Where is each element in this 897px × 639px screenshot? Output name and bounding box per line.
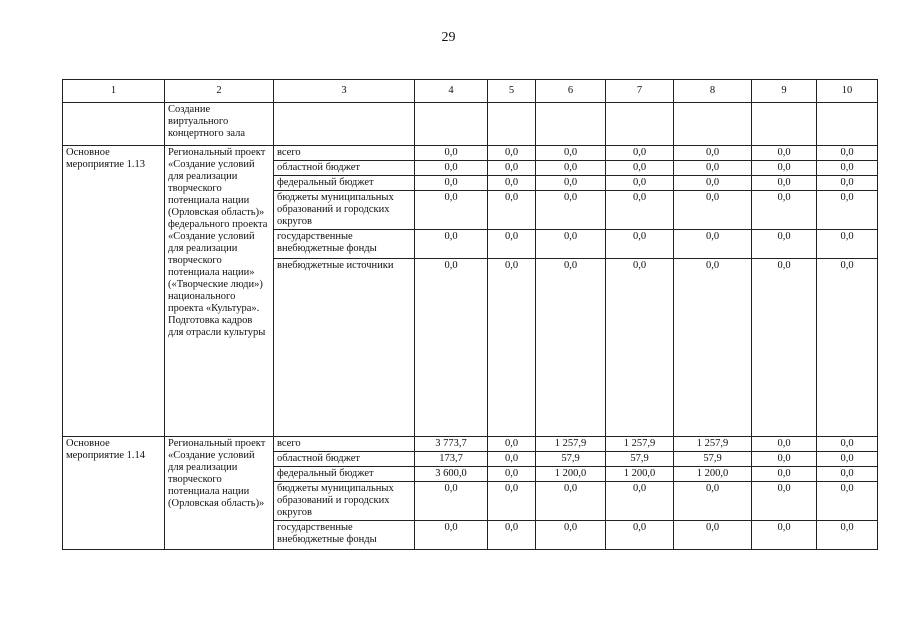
- value-cell: [536, 103, 606, 146]
- source-cell: областной бюджет: [274, 161, 415, 176]
- source-cell: федеральный бюджет: [274, 176, 415, 191]
- value-cell: 0,0: [752, 521, 817, 550]
- measure-name-cell: Региональный проект «Создание условий для реализации творческого потенциала нации (Орловская область)» федерального проекта «Создание условий для реализации творческого потенциала нации» («Творческие люди») национального проекта «Культура». Подготовка кадров для отрасли культуры: [165, 146, 274, 437]
- value-cell: 0,0: [415, 191, 488, 230]
- value-cell: 1 200,0: [606, 467, 674, 482]
- value-cell: 0,0: [817, 146, 878, 161]
- value-cell: 0,0: [817, 452, 878, 467]
- value-cell: 0,0: [488, 191, 536, 230]
- event-cell: Основное мероприятие 1.14: [63, 437, 165, 550]
- value-cell: 0,0: [415, 161, 488, 176]
- value-cell: 0,0: [488, 230, 536, 259]
- value-cell: 0,0: [817, 230, 878, 259]
- value-cell: 0,0: [606, 176, 674, 191]
- header-cell: 4: [415, 80, 488, 103]
- header-cell: 8: [674, 80, 752, 103]
- source-cell: бюджеты муниципальных образований и городских округов: [274, 191, 415, 230]
- header-cell: 6: [536, 80, 606, 103]
- header-cell: 2: [165, 80, 274, 103]
- source-cell: всего: [274, 146, 415, 161]
- value-cell: [606, 103, 674, 146]
- value-cell: 0,0: [674, 230, 752, 259]
- value-cell: 173,7: [415, 452, 488, 467]
- value-cell: 0,0: [488, 161, 536, 176]
- table-row: [63, 103, 878, 146]
- header-cell: 1: [63, 80, 165, 103]
- value-cell: 0,0: [606, 521, 674, 550]
- event-cell: [63, 103, 165, 146]
- value-cell: 0,0: [488, 146, 536, 161]
- value-cell: 0,0: [606, 259, 674, 437]
- source-cell: федеральный бюджет: [274, 467, 415, 482]
- value-cell: 0,0: [674, 176, 752, 191]
- value-cell: 0,0: [536, 482, 606, 521]
- measure-name-cell: Региональный проект «Создание условий для реализации творческого потенциала нации (Орловская область)»: [165, 437, 274, 550]
- header-cell: 3: [274, 80, 415, 103]
- value-cell: 0,0: [752, 452, 817, 467]
- value-cell: 0,0: [674, 259, 752, 437]
- value-cell: 0,0: [817, 521, 878, 550]
- value-cell: 0,0: [817, 191, 878, 230]
- measure-name-cell: Создание виртуального концертного зала: [165, 103, 274, 146]
- value-cell: 0,0: [817, 161, 878, 176]
- value-cell: 0,0: [606, 161, 674, 176]
- value-cell: [752, 103, 817, 146]
- value-cell: 0,0: [488, 467, 536, 482]
- value-cell: 0,0: [415, 230, 488, 259]
- table-body: [63, 80, 878, 550]
- value-cell: 0,0: [536, 176, 606, 191]
- value-cell: 0,0: [752, 259, 817, 437]
- value-cell: 0,0: [674, 521, 752, 550]
- value-cell: 0,0: [817, 482, 878, 521]
- value-cell: 3 600,0: [415, 467, 488, 482]
- value-cell: 0,0: [606, 146, 674, 161]
- value-cell: 1 200,0: [674, 467, 752, 482]
- value-cell: [488, 103, 536, 146]
- value-cell: 0,0: [752, 482, 817, 521]
- header-row: [63, 80, 878, 103]
- value-cell: 1 200,0: [536, 467, 606, 482]
- value-cell: 0,0: [536, 521, 606, 550]
- value-cell: 57,9: [674, 452, 752, 467]
- source-cell: государственные внебюджетные фонды: [274, 521, 415, 550]
- header-cell: 9: [752, 80, 817, 103]
- value-cell: 0,0: [415, 482, 488, 521]
- value-cell: [415, 103, 488, 146]
- table-row: [63, 437, 878, 452]
- value-cell: 0,0: [536, 259, 606, 437]
- value-cell: 0,0: [536, 146, 606, 161]
- value-cell: 3 773,7: [415, 437, 488, 452]
- value-cell: 0,0: [415, 521, 488, 550]
- value-cell: 0,0: [674, 482, 752, 521]
- value-cell: 0,0: [606, 230, 674, 259]
- value-cell: 0,0: [488, 482, 536, 521]
- value-cell: 0,0: [752, 437, 817, 452]
- value-cell: 0,0: [674, 191, 752, 230]
- value-cell: 0,0: [415, 259, 488, 437]
- value-cell: 0,0: [752, 230, 817, 259]
- value-cell: 0,0: [415, 176, 488, 191]
- value-cell: 0,0: [817, 467, 878, 482]
- table-row: [63, 146, 878, 161]
- value-cell: 0,0: [752, 176, 817, 191]
- value-cell: 0,0: [488, 176, 536, 191]
- budget-table: [62, 79, 878, 550]
- value-cell: 0,0: [752, 146, 817, 161]
- source-cell: областной бюджет: [274, 452, 415, 467]
- value-cell: 1 257,9: [606, 437, 674, 452]
- value-cell: 0,0: [674, 146, 752, 161]
- value-cell: 0,0: [415, 146, 488, 161]
- value-cell: 0,0: [674, 161, 752, 176]
- source-cell: бюджеты муниципальных образований и городских округов: [274, 482, 415, 521]
- value-cell: 0,0: [752, 467, 817, 482]
- header-cell: 5: [488, 80, 536, 103]
- value-cell: 0,0: [606, 191, 674, 230]
- value-cell: 0,0: [752, 161, 817, 176]
- value-cell: 0,0: [488, 259, 536, 437]
- source-cell: государственные внебюджетные фонды: [274, 230, 415, 259]
- header-cell: 7: [606, 80, 674, 103]
- header-cell: 10: [817, 80, 878, 103]
- value-cell: 0,0: [536, 191, 606, 230]
- value-cell: 1 257,9: [536, 437, 606, 452]
- value-cell: 0,0: [752, 191, 817, 230]
- page-number: 29: [441, 30, 456, 45]
- source-cell: внебюджетные источники: [274, 259, 415, 437]
- source-cell: [274, 103, 415, 146]
- value-cell: 0,0: [488, 452, 536, 467]
- value-cell: 57,9: [536, 452, 606, 467]
- value-cell: 0,0: [488, 437, 536, 452]
- value-cell: 1 257,9: [674, 437, 752, 452]
- value-cell: 0,0: [817, 437, 878, 452]
- value-cell: 0,0: [817, 176, 878, 191]
- event-cell: Основное мероприятие 1.13: [63, 146, 165, 437]
- source-cell: всего: [274, 437, 415, 452]
- value-cell: [674, 103, 752, 146]
- value-cell: [817, 103, 878, 146]
- value-cell: 57,9: [606, 452, 674, 467]
- value-cell: 0,0: [488, 521, 536, 550]
- value-cell: 0,0: [536, 230, 606, 259]
- value-cell: 0,0: [817, 259, 878, 437]
- value-cell: 0,0: [536, 161, 606, 176]
- value-cell: 0,0: [606, 482, 674, 521]
